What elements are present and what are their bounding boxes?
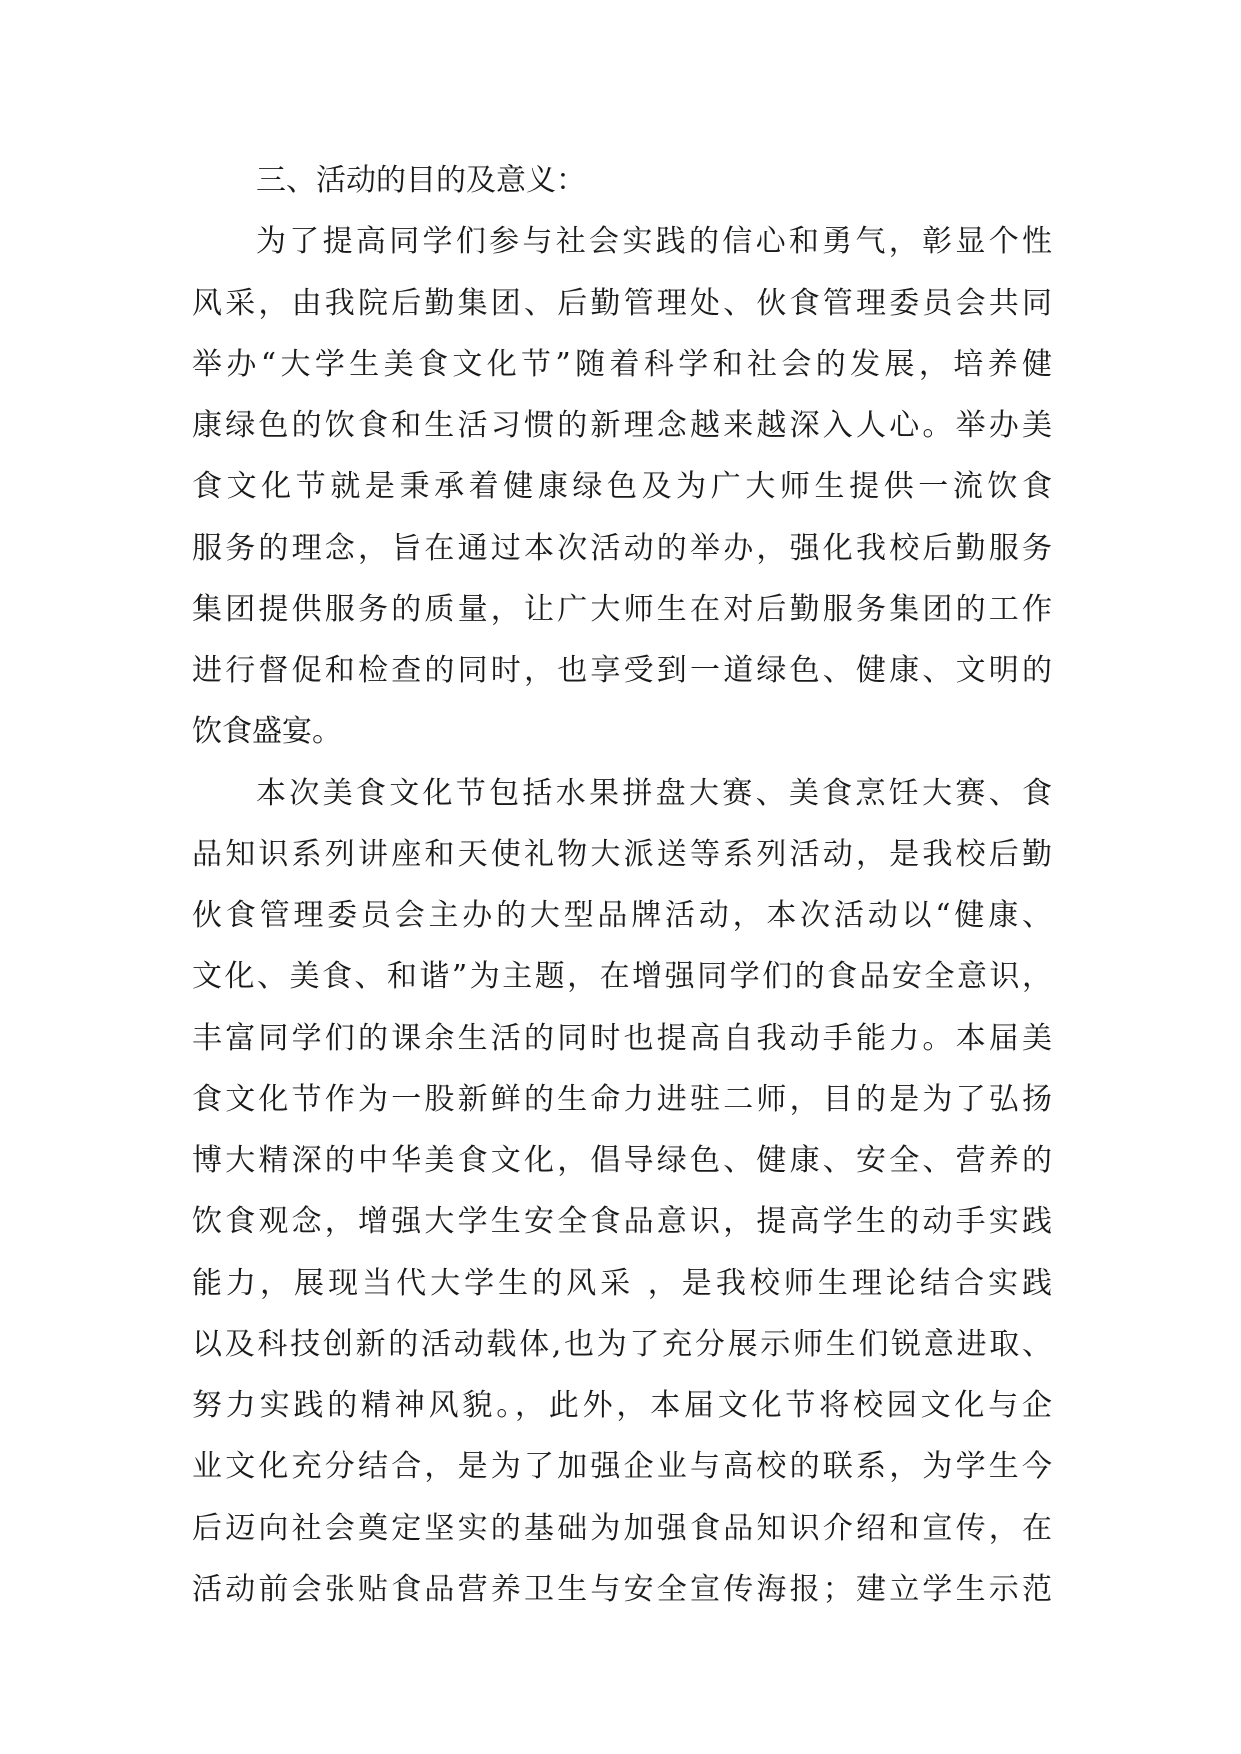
paragraph-line: 业文化充分结合，是为了加强企业与高校的联系，为学生今 xyxy=(192,1449,1052,1485)
section-heading: 三、活动的目的及意义： xyxy=(256,163,586,198)
paragraph-line: 风采，由我院后勤集团、后勤管理处、伙食管理委员会共同 xyxy=(192,285,1052,321)
paragraph-line: 食文化节作为一股新鲜的生命力进驻二师，目的是为了弘扬 xyxy=(192,1081,1052,1117)
document-body xyxy=(192,150,1052,1620)
paragraph-line: 服务的理念，旨在通过本次活动的举办，强化我校后勤服务 xyxy=(192,530,1052,566)
paragraph-line: 活动前会张贴食品营养卫生与安全宣传海报；建立学生示范 xyxy=(192,1571,1052,1607)
paragraph-line: 以及科技创新的活动载体,也为了充分展示师生们锐意进取、 xyxy=(192,1326,1052,1362)
paragraph-line: 文化、美食、和谐”为主题，在增强同学们的食品安全意识， xyxy=(192,959,1052,995)
paragraph-line: 进行督促和检查的同时，也享受到一道绿色、健康、文明的 xyxy=(192,653,1052,688)
paragraph-line: 为了提高同学们参与社会实践的信心和勇气，彰显个性 xyxy=(256,224,1052,260)
paragraph-line: 饮食盛宴。 xyxy=(192,714,342,750)
paragraph-line: 本次美食文化节包括水果拼盘大赛、美食烹饪大赛、食 xyxy=(256,775,1052,811)
paragraph-line: 康绿色的饮食和生活习惯的新理念越来越深入人心。举办美 xyxy=(192,408,1052,443)
paragraph-line: 饮食观念，增强大学生安全食品意识，提高学生的动手实践 xyxy=(192,1204,1052,1240)
paragraph-line: 集团提供服务的质量，让广大师生在对后勤服务集团的工作 xyxy=(192,591,1052,627)
paragraph-line: 能力，展现当代大学生的风采 ，是我校师生理论结合实践 xyxy=(192,1265,1052,1301)
paragraph-line: 品知识系列讲座和天使礼物大派送等系列活动，是我校后勤 xyxy=(192,836,1052,872)
paragraph-line: 伙食管理委员会主办的大型品牌活动，本次活动以“健康、 xyxy=(192,898,1052,933)
paragraph-line: 努力实践的精神风貌。，此外，本届文化节将校园文化与企 xyxy=(192,1388,1052,1423)
paragraph-line: 食文化节就是秉承着健康绿色及为广大师生提供一流饮食 xyxy=(192,469,1052,505)
paragraph-line: 博大精深的中华美食文化，倡导绿色、健康、安全、营养的 xyxy=(192,1143,1052,1178)
paragraph-line: 举办“大学生美食文化节”随着科学和社会的发展，培养健 xyxy=(192,346,1052,382)
paragraph-line: 丰富同学们的课余生活的同时也提高自我动手能力。本届美 xyxy=(192,1020,1052,1056)
paragraph-line: 后迈向社会奠定坚实的基础为加强食品知识介绍和宣传，在 xyxy=(192,1510,1052,1546)
